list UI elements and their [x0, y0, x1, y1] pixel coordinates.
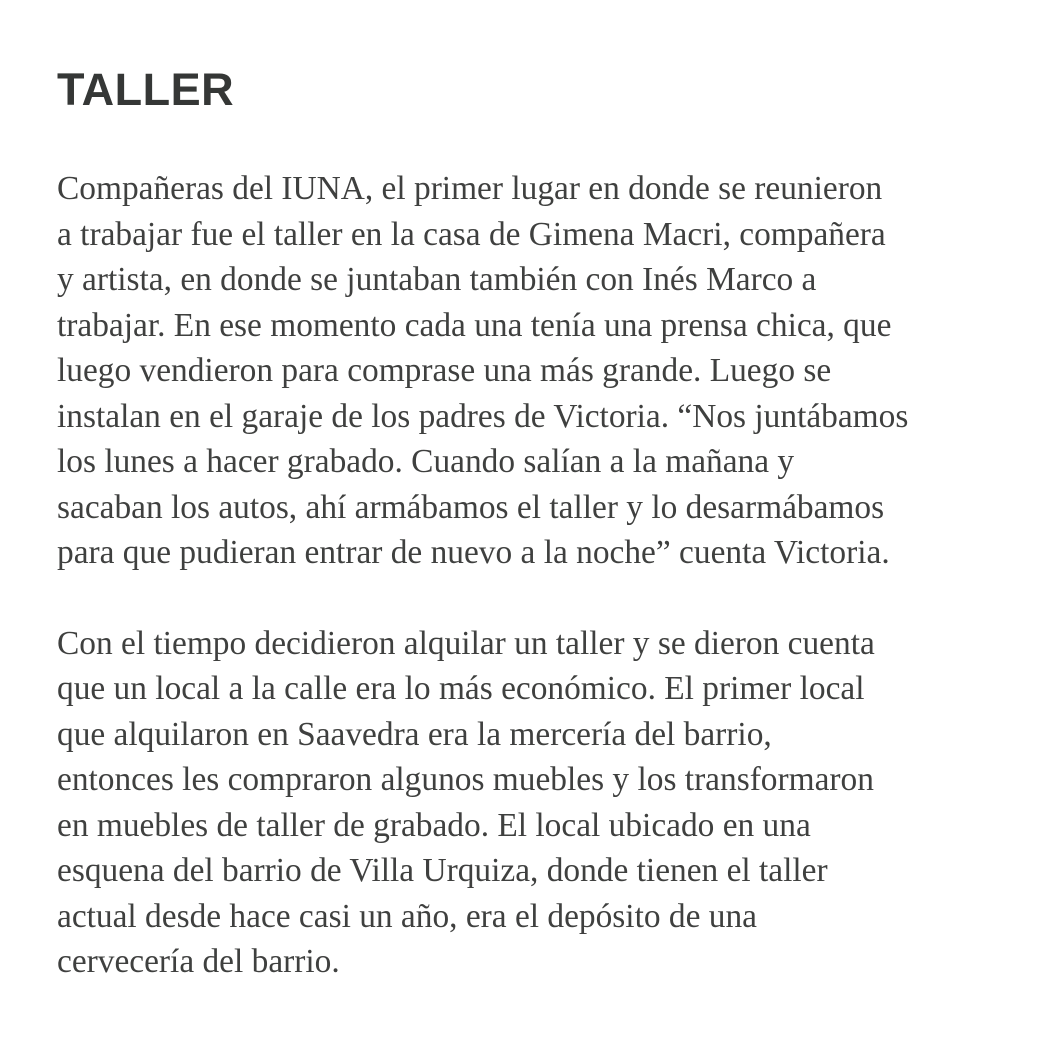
paragraph-line: que alquilaron en Saavedra era la mercería del barrio, — [57, 715, 772, 753]
paragraph-line: los lunes a hacer grabado. Cuando salían a la mañana y — [57, 443, 795, 480]
paragraph-line: en muebles de taller de grabado. El local ubicado en una — [57, 806, 811, 844]
paragraph-line: Con el tiempo decidieron alquilar un taller y se dieron cuenta — [57, 624, 875, 662]
paragraph-line: para que pudieran entrar de nuevo a la noche” cuenta Victoria. — [57, 534, 890, 571]
paragraph-line: luego vendieron para comprase una más grande. Luego se — [57, 352, 832, 389]
paragraph-line: a trabajar fue el taller en la casa de Gimena Macri, compañera — [57, 215, 886, 253]
paragraph-line: entonces les compraron algunos muebles y los transformaron — [57, 761, 874, 798]
paragraph-line: instalan en el garaje de los padres de Victoria. “Nos juntábamos — [57, 397, 909, 435]
article-paragraph-2 — [57, 621, 1017, 985]
paragraph-line: esquena del barrio de Villa Urquiza, donde tienen el taller — [57, 852, 828, 889]
article-title: TALLER — [57, 64, 235, 115]
paragraph-line: sacaban los autos, ahí armábamos el taller y lo desarmábamos — [57, 488, 885, 526]
paragraph-line: cervecería del barrio. — [57, 943, 340, 980]
article — [57, 62, 1017, 985]
paragraph-line: que un local a la calle era lo más económico. El primer local — [57, 670, 865, 707]
paragraph-line: trabajar. En ese momento cada una tenía una prensa chica, que — [57, 306, 892, 344]
paragraph-line: actual desde hace casi un año, era el depósito de una — [57, 897, 757, 935]
paragraph-line: y artista, en donde se juntaban también con Inés Marco a — [57, 261, 817, 298]
article-paragraph-1 — [57, 166, 1017, 576]
paragraph-line: Compañeras del IUNA, el primer lugar en donde se reunieron — [57, 170, 883, 207]
